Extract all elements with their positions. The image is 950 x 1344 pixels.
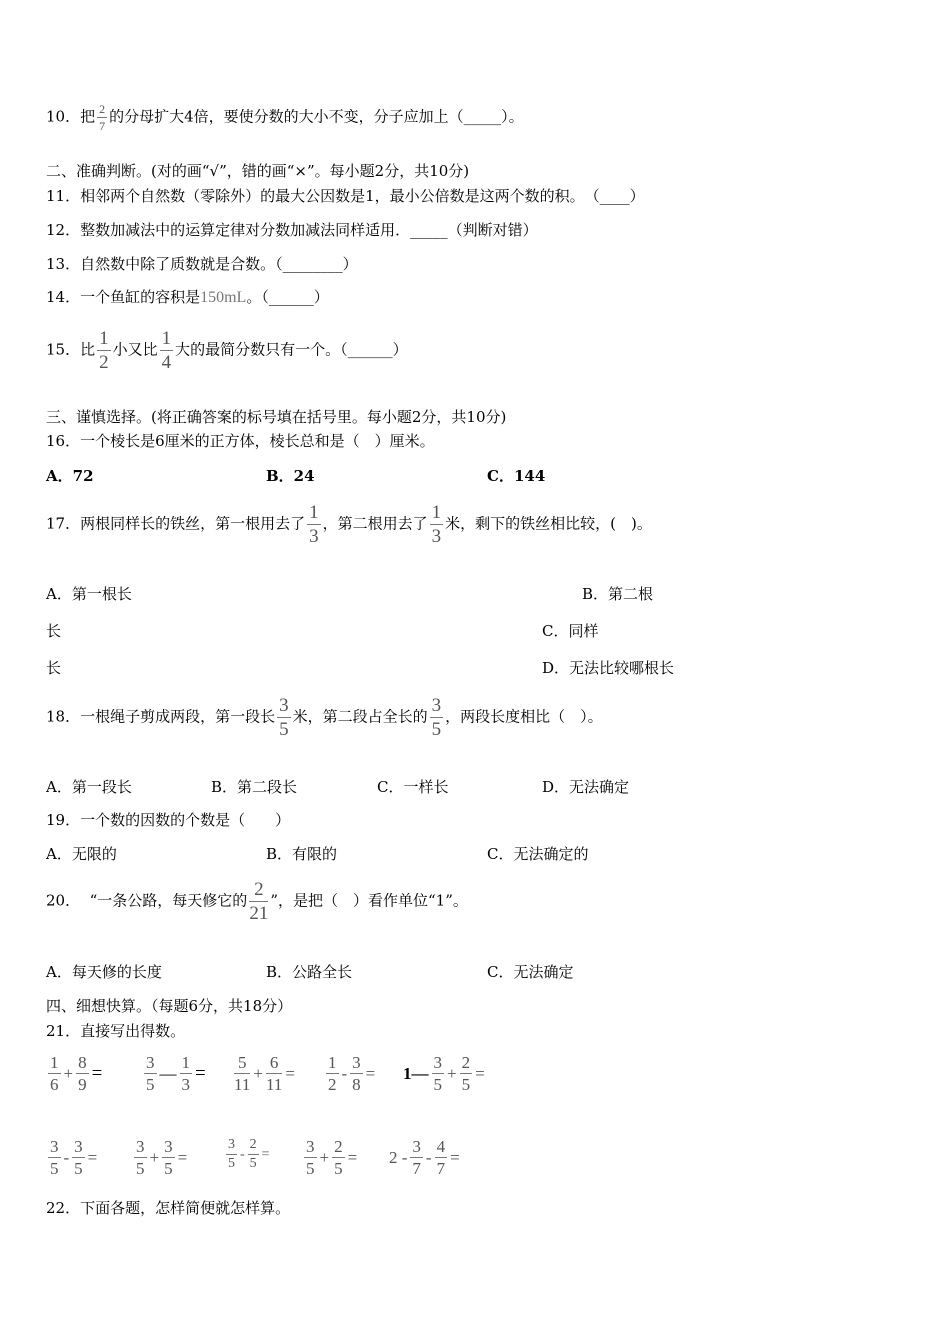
option-b-wrap: 长 — [46, 659, 62, 677]
option-c: C．无法确定 — [487, 963, 574, 981]
fraction: $\frac{2}{21}$ — [249, 879, 269, 924]
question-14: 14．一个鱼缸的容积是150mL。（______） — [46, 288, 329, 306]
calc-expression: $\frac{3}{5}$ - $\frac{3}{5}$ = — [50, 1137, 98, 1178]
option-a: A．无限的 — [46, 845, 117, 863]
question-12: 12．整数加减法中的运算定律对分数加减法同样适用．_____（判断对错） — [46, 221, 538, 239]
section-4-title: 四、细想快算。（每题6分，共18分） — [46, 997, 293, 1015]
calc-expression: $\frac{3}{5}$ — $\frac{1}{3}$ = — [146, 1053, 206, 1094]
fraction: $\frac{1}{3}$ — [431, 502, 442, 547]
fraction: $\frac{1}{3}$ — [309, 502, 319, 547]
question-19: 19．一个数的因数的个数是（ ） — [46, 811, 291, 829]
option-c: C．无法确定的 — [487, 845, 589, 863]
option-b: B．24 — [266, 467, 315, 485]
calc-expression: $\frac{1}{6}$ + $\frac{8}{9}$ = — [50, 1053, 103, 1094]
option-c: C．一样长 — [377, 778, 449, 796]
question-17: 17．两根同样长的铁丝，第一根用去了 $\frac{1}{3}$ ，第二根用去了 $\frac{1}{3}$ 米，剩下的铁丝相比较，( )。 — [46, 502, 652, 547]
question-20: 20． “一条公路，每天修它的 $\frac{2}{21}$ ”，是把（ ）看作单位“1”。 — [46, 879, 468, 924]
fraction: $\frac{1}{4}$ — [161, 328, 172, 373]
option-b: B．公路全长 — [266, 963, 353, 981]
calc-expression: 2 - $\frac{3}{7}$ - $\frac{4}{7}$ = — [389, 1137, 460, 1178]
question-11: 11．相邻两个自然数（零除外）的最大公因数是1，最小公倍数是这两个数的积。 （____） — [46, 187, 645, 205]
question-16: 16．一个棱长是6厘米的正方体，棱长总和是（ ）厘米。 — [46, 432, 435, 450]
option-c: C．144 — [487, 467, 546, 485]
option-b: B．第二段长 — [211, 778, 298, 796]
calc-expression: $\frac{3}{5}$ + $\frac{3}{5}$ = — [136, 1137, 188, 1178]
calc-expression: $\frac{3}{5}$ + $\frac{2}{5}$ = — [306, 1137, 358, 1178]
calc-expression: 1— $\frac{3}{5}$ + $\frac{2}{5}$ = — [403, 1053, 485, 1094]
option-a-wrap: 长 — [46, 622, 62, 640]
option-d: D．无法确定 — [542, 778, 630, 796]
calc-expression: $\frac{1}{2}$ - $\frac{3}{8}$ = — [328, 1053, 376, 1094]
volume-unit: 150mL — [200, 289, 247, 306]
fraction: $\frac{3}{5}$ — [431, 695, 442, 740]
option-b: B．有限的 — [266, 845, 338, 863]
option-d: D．无法比较哪根长 — [542, 659, 675, 677]
question-21: 21．直接写出得数。 — [46, 1022, 186, 1040]
question-18: 18．一根绳子剪成两段，第一段长 $\frac{3}{5}$ 米，第二段占全长的 $\frac{3}{5}$ ，两段长度相比（ ）。 — [46, 695, 603, 740]
fraction: $\frac{1}{2}$ — [99, 328, 109, 373]
question-22: 22．下面各题，怎样简便就怎样算。 — [46, 1199, 291, 1217]
option-a: A．每天修的长度 — [46, 963, 162, 981]
calc-expression: $\frac{5}{11}$ + $\frac{6}{11}$ = — [234, 1053, 295, 1094]
question-15: 15．比 $\frac{1}{2}$ 小又比 $\frac{1}{4}$ 大的最简分数只有一个。（______） — [46, 328, 408, 373]
option-c: C．同样 — [542, 622, 599, 640]
option-a: A．72 — [46, 467, 94, 485]
section-3-title: 三、谨慎选择。(将正确答案的标号填在括号里。每小题2分，共10分) — [46, 408, 507, 426]
section-2-title: 二、准确判断。(对的画“√”，错的画“×”。每小题2分，共10分) — [46, 162, 470, 180]
question-number: 10． — [46, 107, 81, 126]
calc-expression: $\frac{3}{5}$ - $\frac{2}{5}$ = — [228, 1137, 270, 1171]
question-13: 13．自然数中除了质数就是合数。（________） — [46, 255, 358, 273]
option-a: A．第一段长 — [46, 778, 132, 796]
option-a: A．第一根长 — [46, 585, 132, 603]
question-10: 10．把 $\frac{2}{7}$ 的分母扩大4倍，要使分数的大小不变，分子应加上（_____）。 — [46, 102, 524, 133]
fraction: $\frac{2}{7}$ — [99, 102, 106, 133]
option-b: B．第二根 — [582, 585, 654, 603]
fraction: $\frac{3}{5}$ — [279, 695, 289, 740]
